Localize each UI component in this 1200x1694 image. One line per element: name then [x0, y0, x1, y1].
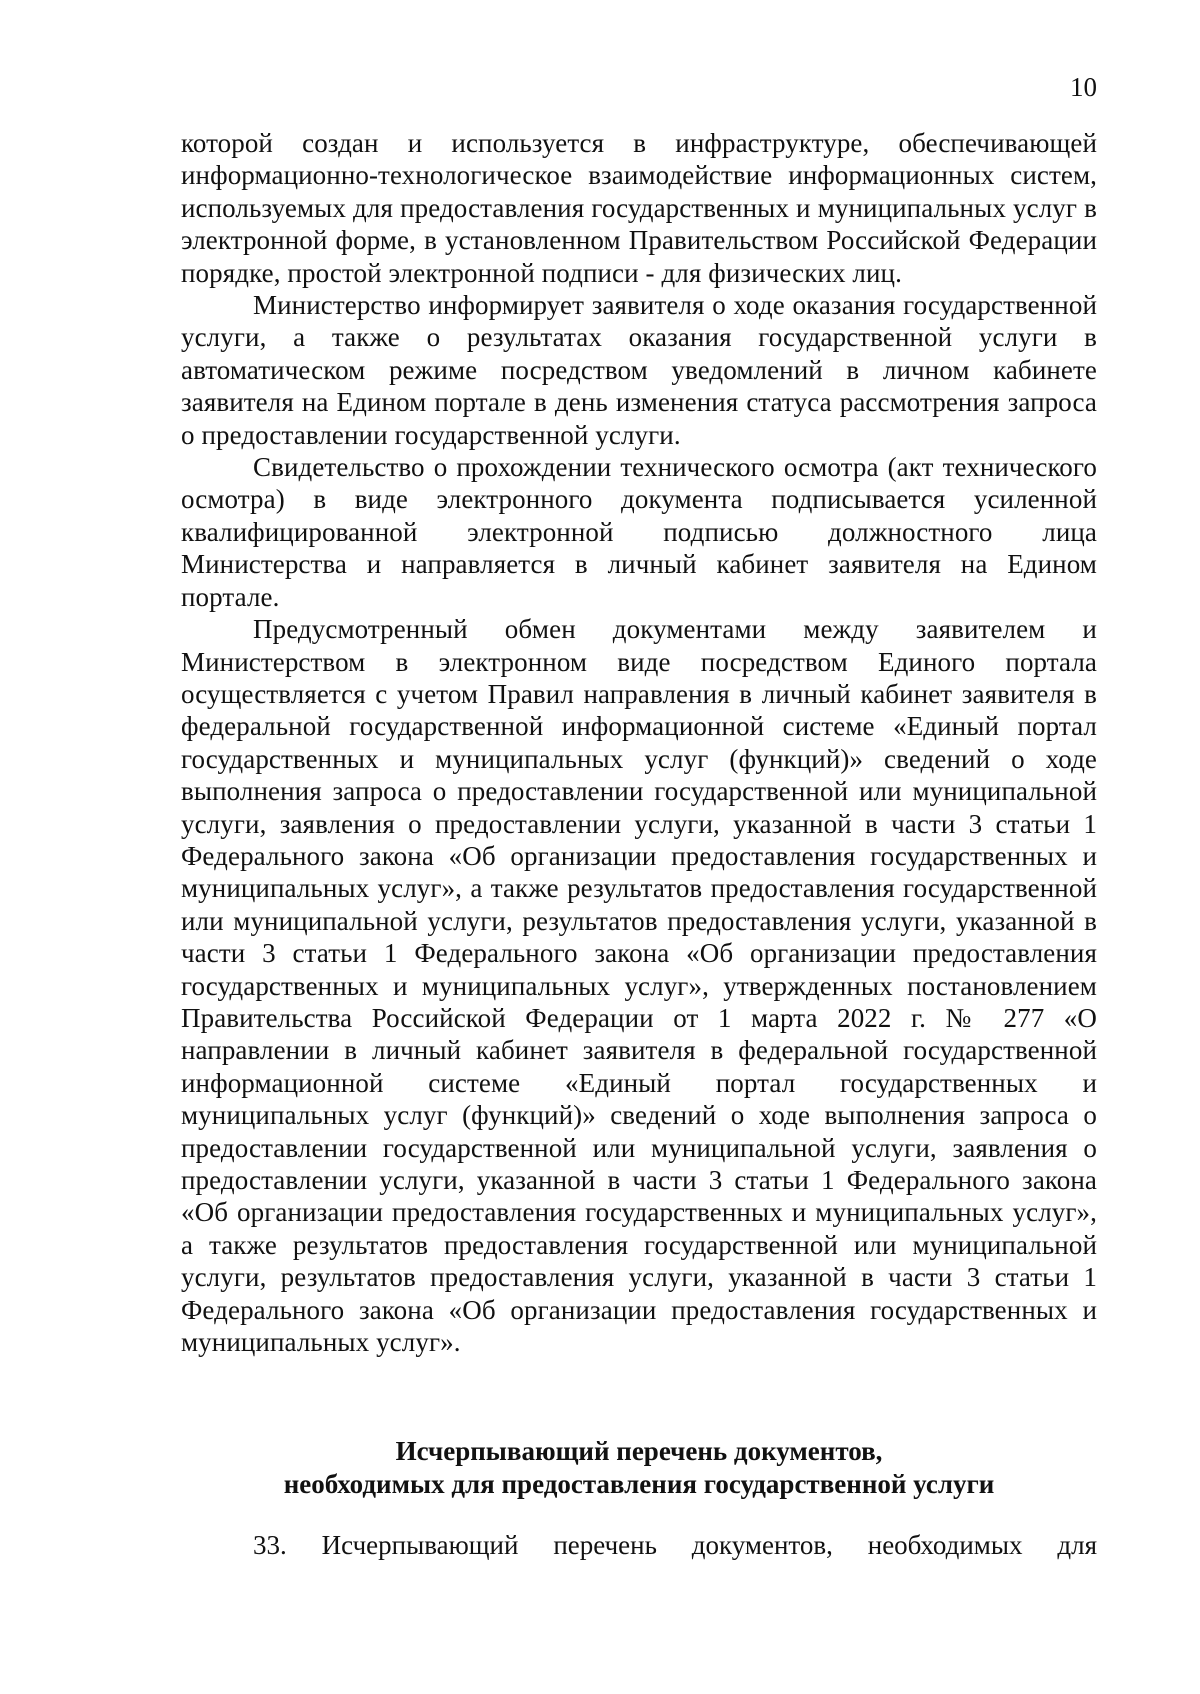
section-heading	[181, 1435, 1097, 1501]
page-number: 10	[1070, 72, 1097, 102]
paragraph-document-exchange: Предусмотренный обмен документами между заявителем и Министерством в электронном виде посредством Единого портала осуществляется с учетом Правил направления в личный кабинет заявителя в федеральной государственной информационной системе «Единый портал государственных и муниципальных услуг (функций)» сведений о ходе выполнения запроса о предоставлении государственной или муниципальной услуги, заявления о предоставлении услуги, указанной в части 3 статьи 1 Федерального закона «Об организации предоставления государственных и муниципальных услуг», а также результатов предоставления государственной или муниципальной услуги, результатов предоставления услуги, указанной в части 3 статьи 1 Федерального закона «Об организации предоставления государственных и муниципальных услуг», утвержденных постановлением Правительства Российской Федерации от 1 марта 2022 г. № 277 «О направлении в личный кабинет заявителя в федеральной государственной информационной системе «Единый портал государственных и муниципальных услуг (функций)» сведений о ходе выполнения запроса о предоставлении государственной или муниципальной услуги, заявления о предоставлении услуги, указанной в части 3 статьи 1 Федерального закона «Об организации предоставления государственных и муниципальных услуг», а также результатов предоставления государственной или муниципальной услуги, результатов предоставления услуги, указанной в части 3 статьи 1 Федерального закона «Об организации предоставления государственных и муниципальных услуг».	[181, 614, 1097, 1358]
numbered-item-33: 33. Исчерпывающий перечень документов, необходимых для	[253, 1530, 1097, 1560]
section-heading-line-1: Исчерпывающий перечень документов,	[395, 1436, 883, 1466]
section-heading-line-2: необходимых для предоставления государственной услуги	[283, 1469, 995, 1499]
paragraph-continuation: которой создан и используется в инфраструктуре, обеспечивающей информационно-технологическое взаимодействие информационных систем, используемых для предоставления государственных и муниципальных услуг в электронной форме, в установленном Правительством Российской Федерации порядке, простой электронной подписи - для физических лиц.	[181, 128, 1097, 288]
document-body	[181, 127, 1097, 1358]
paragraph-inspection-certificate: Свидетельство о прохождении технического осмотра (акт технического осмотра) в виде электронного документа подписывается усиленной квалифицированной электронной подписью должностного лица Министерства и направляется в личный кабинет заявителя на Едином портале.	[181, 452, 1097, 612]
paragraph-ministry-informs: Министерство информирует заявителя о ходе оказания государственной услуги, а также о результатах оказания государственной услуги в автоматическом режиме посредством уведомлений в личном кабинете заявителя на Едином портале в день изменения статуса рассмотрения запроса о предоставлении государственной услуги.	[181, 290, 1097, 450]
